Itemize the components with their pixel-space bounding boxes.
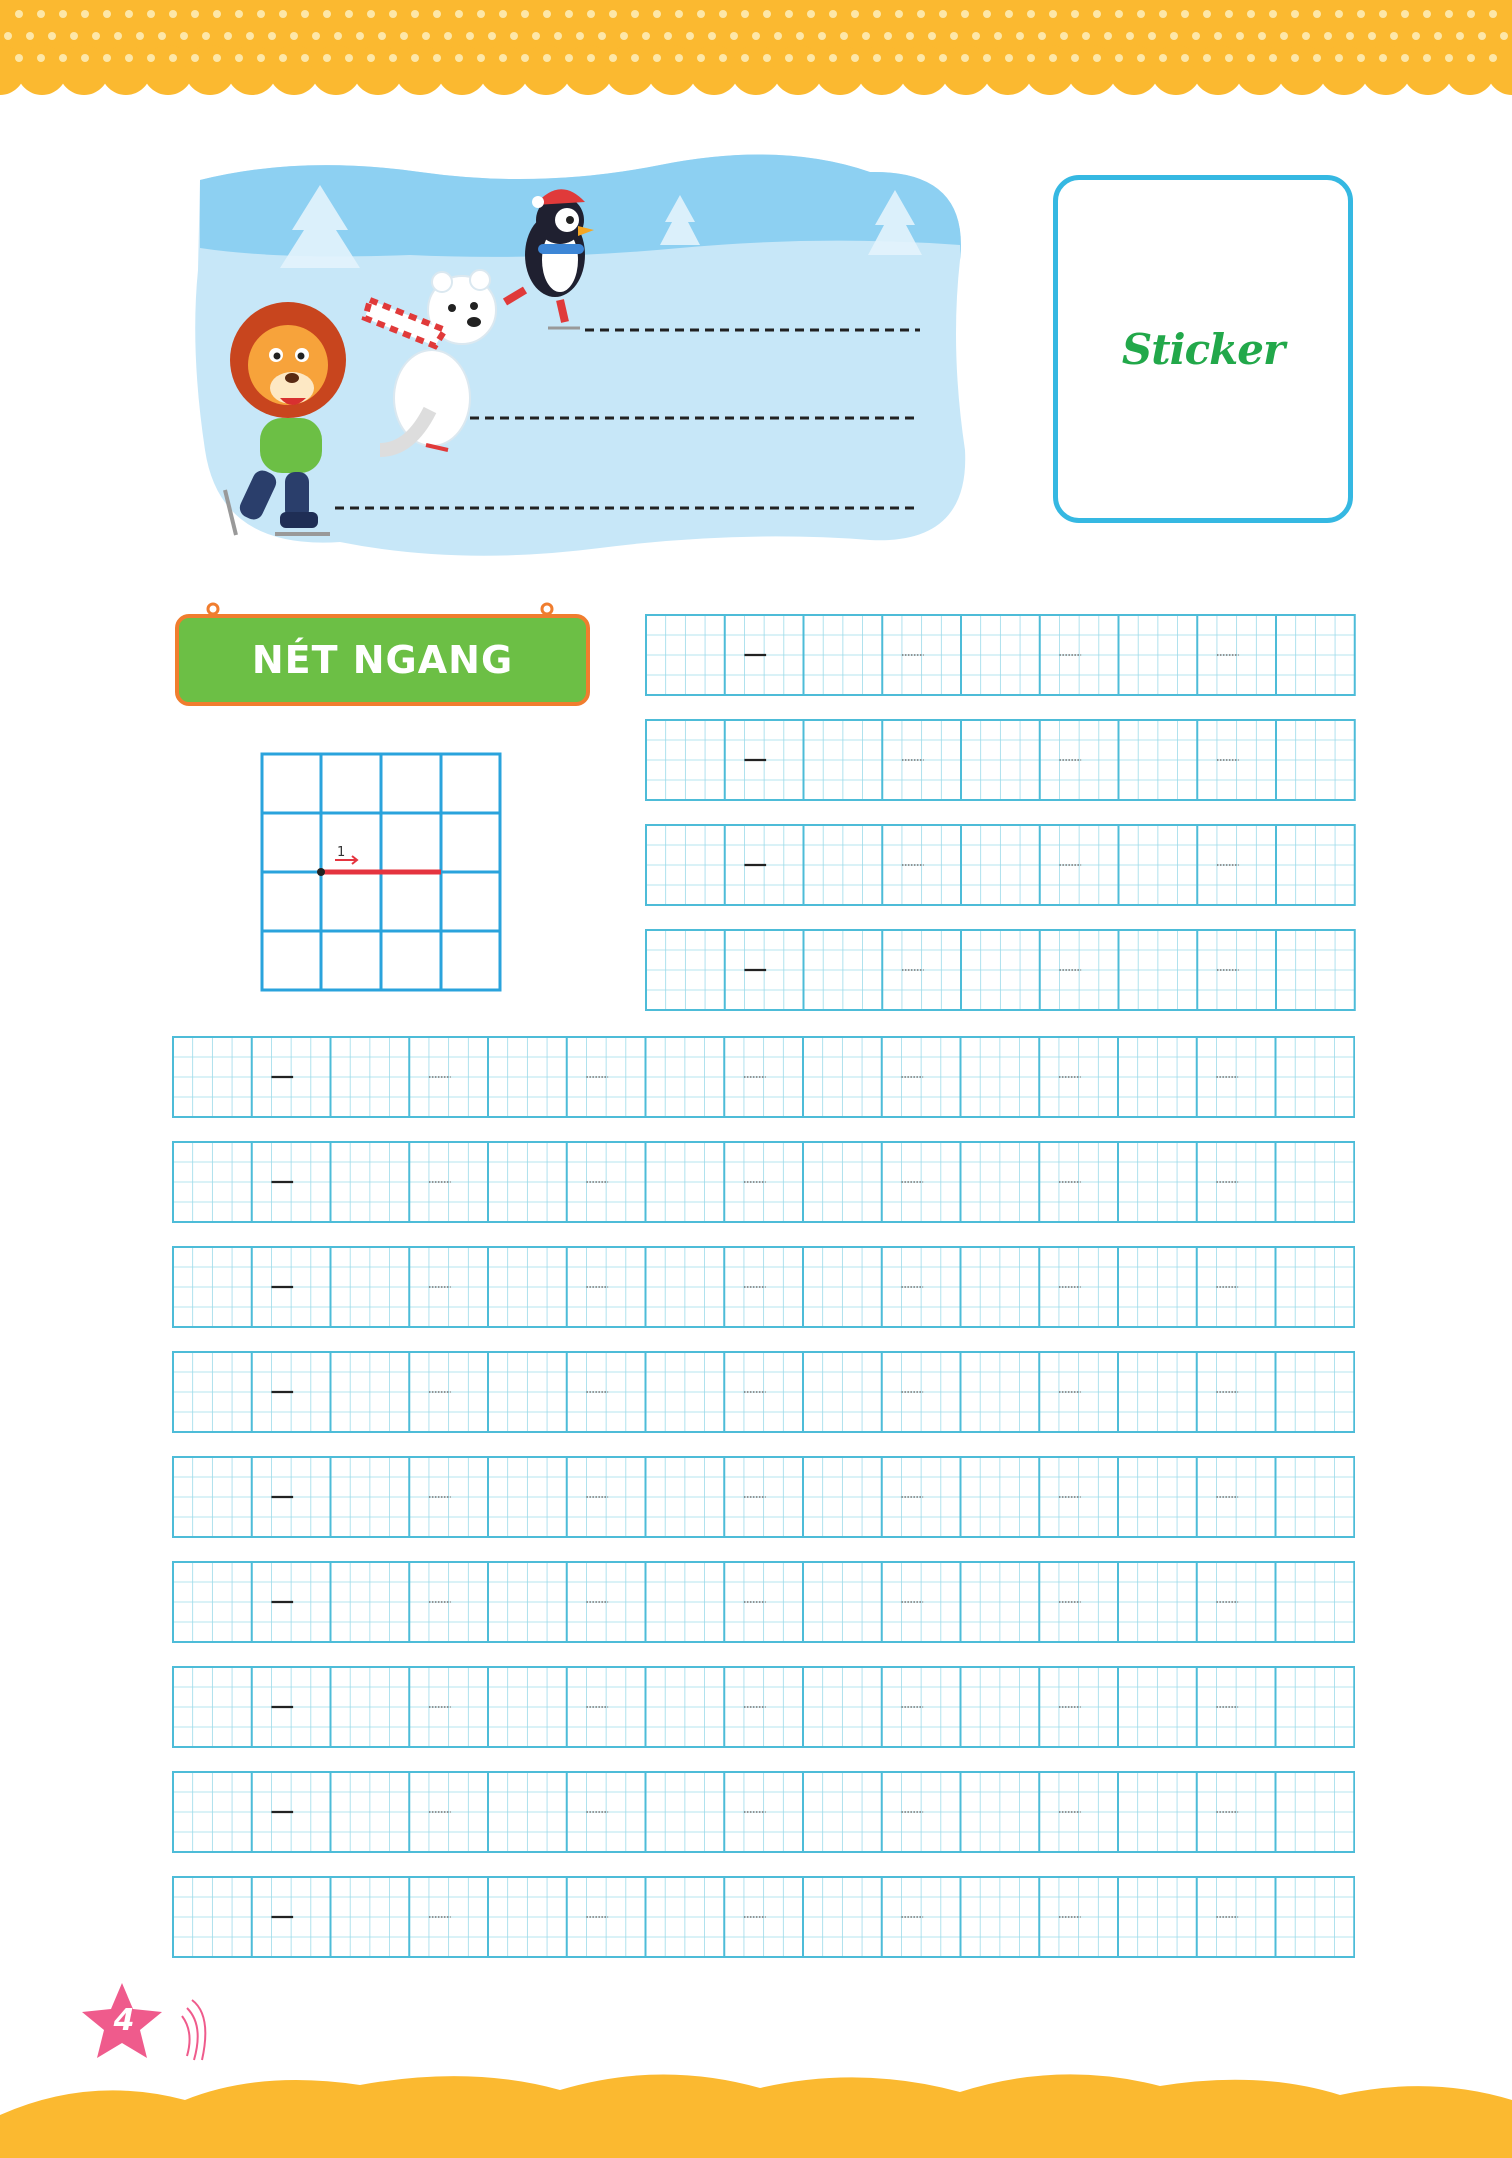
short-practice-row-3[interactable]	[645, 824, 1356, 906]
bottom-wave-border	[0, 2060, 1512, 2158]
long-practice-row-6[interactable]	[172, 1561, 1355, 1643]
long-practice-row-8[interactable]	[172, 1771, 1355, 1853]
long-practice-row-9[interactable]	[172, 1876, 1355, 1958]
short-practice-row-4[interactable]	[645, 929, 1356, 1011]
long-practice-row-4[interactable]	[172, 1351, 1355, 1433]
page-number: 4	[113, 2003, 135, 2038]
long-practice-row-7[interactable]	[172, 1666, 1355, 1748]
title-plate	[175, 614, 590, 706]
name-card-illustration	[180, 150, 970, 560]
stroke-start-dot	[317, 868, 325, 876]
stroke-demo-grid	[260, 752, 502, 992]
long-practice-row-1[interactable]	[172, 1036, 1355, 1118]
short-practice-row-1[interactable]	[645, 614, 1356, 696]
top-scalloped-border	[0, 0, 1512, 110]
long-practice-row-2[interactable]	[172, 1141, 1355, 1223]
short-practice-row-2[interactable]	[645, 719, 1356, 801]
page-star-icon	[72, 1980, 222, 2070]
sticker-label: Sticker	[1121, 324, 1285, 374]
stroke-step-number: 1	[337, 845, 346, 860]
long-practice-row-5[interactable]	[172, 1456, 1355, 1538]
long-practice-row-3[interactable]	[172, 1246, 1355, 1328]
title-sign	[175, 600, 590, 710]
page-title: NÉT NGANG	[251, 638, 514, 682]
sticker-box[interactable]	[1053, 175, 1353, 523]
